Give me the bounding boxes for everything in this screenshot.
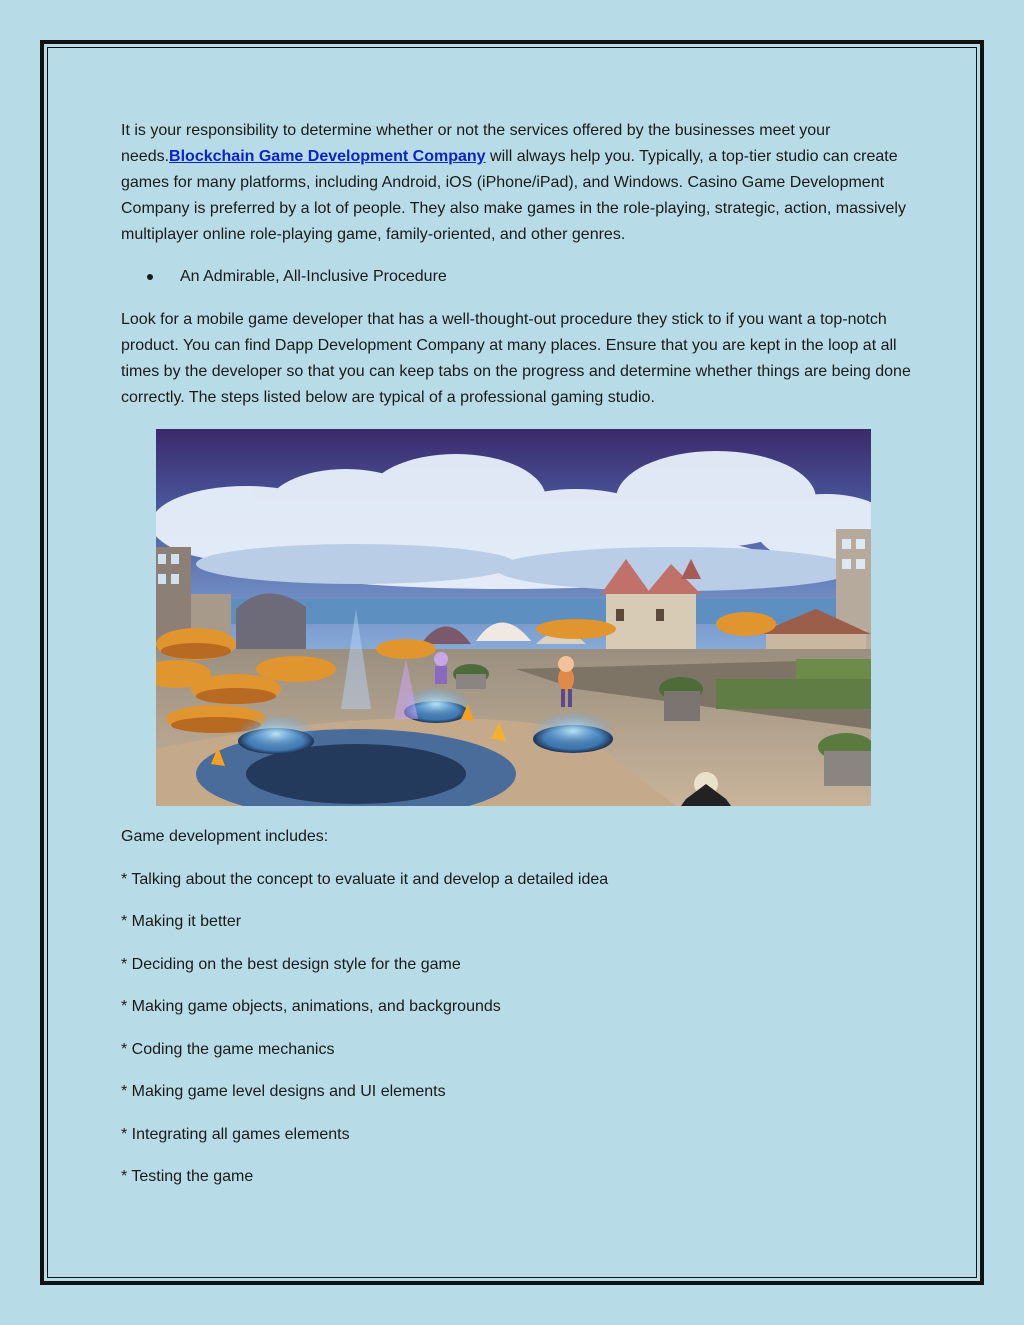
blockchain-company-link[interactable]: Blockchain Game Development Company <box>169 148 486 165</box>
list-item: * Making game objects, animations, and backgrounds <box>121 998 501 1015</box>
intro-text-end: will always help you. Typically, a top-tier studio can create games for many platforms, including Android, iOS (iPhone/iPad), and Windows. Casino Game Development Company is preferred by a lot of people. They also make games in the role-playing, strategic, action, massively multiplayer online role-playing game, family-oriented, and other genres. <box>121 148 906 243</box>
document-body <box>121 118 911 428</box>
list-item: * Deciding on the best design style for the game <box>121 955 461 973</box>
intro-paragraph <box>121 118 911 248</box>
list-intro: Game development includes: <box>121 828 329 845</box>
development-steps <box>121 824 911 1207</box>
list-item: * Making it better <box>121 913 242 930</box>
bullet-icon <box>147 274 153 280</box>
game-town-scene-image <box>156 429 871 806</box>
list-item: * Making game level designs and UI elements <box>121 1083 446 1100</box>
list-item: * Testing the game <box>121 1168 254 1185</box>
bullet-item <box>121 264 911 290</box>
list-item: * Talking about the concept to evaluate it and develop a detailed idea <box>121 870 609 888</box>
list-item: * Integrating all games elements <box>121 1125 350 1143</box>
procedure-paragraph: Look for a mobile game developer that has a well-thought-out procedure they stick to if you want a top-notch product. You can find Dapp Development Company at many places. Ensure that you are kept in the loop at all times by the developer so that you can keep tabs on the progress and determine whether things are being done correctly. The steps listed below are typical of a professional gaming studio. <box>121 311 911 406</box>
list-item: * Coding the game mechanics <box>121 1040 335 1058</box>
intro-text-start: It is your responsibility to determine whether or not the services offered by the businesses meet your needs. <box>121 122 831 165</box>
bullet-text: An Admirable, All-Inclusive Procedure <box>180 268 447 285</box>
